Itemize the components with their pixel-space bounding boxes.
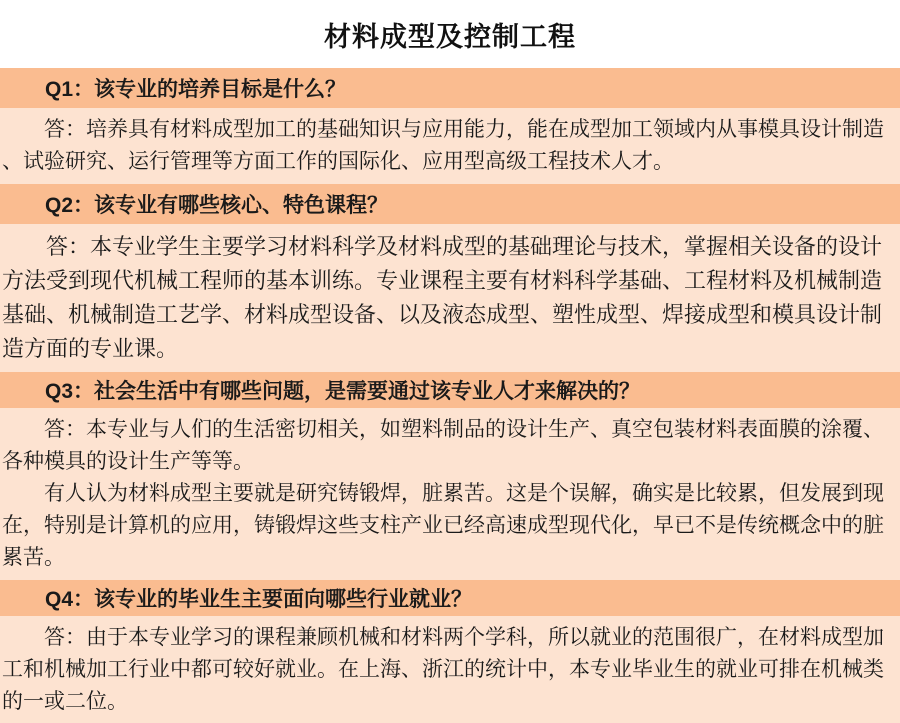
answer-q3-paragraph-2: 有人认为材料成型主要就是研究铸锻焊，脏累苦。这是个误解，确实是比较累，但发展到现在，特别是计算机的应用，铸锻焊这些支柱产业已经高速成型现代化，早已不是传统概念中的脏累苦。 — [2, 482, 884, 569]
question-q4-label: Q4：该专业的毕业生主要面向哪些行业就业？ — [45, 588, 473, 611]
title-bar — [0, 0, 900, 68]
question-q2-label: Q2：该专业有哪些核心、特色课程？ — [45, 194, 389, 217]
question-q1-label: Q1：该专业的培养目标是什么？ — [45, 78, 347, 101]
question-q3-label: Q3：社会生活中有哪些问题，是需要通过该专业人才来解决的？ — [45, 380, 641, 403]
answer-q4-paragraph: 答：由于本专业学习的课程兼顾机械和材料两个学科，所以就业的范围很广，在材料成型加工和机械加工行业中都可较好就业。在上海、浙江的统计中，本专业毕业生的就业可排在机械类的一或二位。 — [2, 626, 884, 713]
answer-block-q2 — [0, 224, 900, 372]
page-title: 材料成型及控制工程 — [324, 21, 576, 52]
question-bar-q3 — [0, 372, 900, 408]
answer-q3-paragraph-1: 答：本专业与人们的生活密切相关，如塑料制品的设计生产、真空包装材料表面膜的涂覆、各种模具的设计生产等等。 — [2, 418, 884, 473]
answer-q1-paragraph: 答：培养具有材料成型加工的基础知识与应用能力，能在成型加工领域内从事模具设计制造、试验研究、运行管理等方面工作的国际化、应用型高级工程技术人才。 — [2, 118, 884, 173]
question-bar-q1 — [0, 68, 900, 108]
question-bar-q4 — [0, 580, 900, 616]
answer-q2-paragraph: 答：本专业学生主要学习材料科学及材料成型的基础理论与技术，掌握相关设备的设计方法受到现代机械工程师的基本训练。专业课程主要有材料科学基础、工程材料及机械制造基础、机械制造工艺学、材料成型设备、以及液态成型、塑性成型、焊接成型和模具设计制造方面的专业课。 — [2, 234, 883, 361]
answer-block-q3 — [0, 408, 900, 580]
question-bar-q2 — [0, 184, 900, 224]
answer-block-q4 — [0, 616, 900, 723]
answer-block-q1 — [0, 108, 900, 184]
